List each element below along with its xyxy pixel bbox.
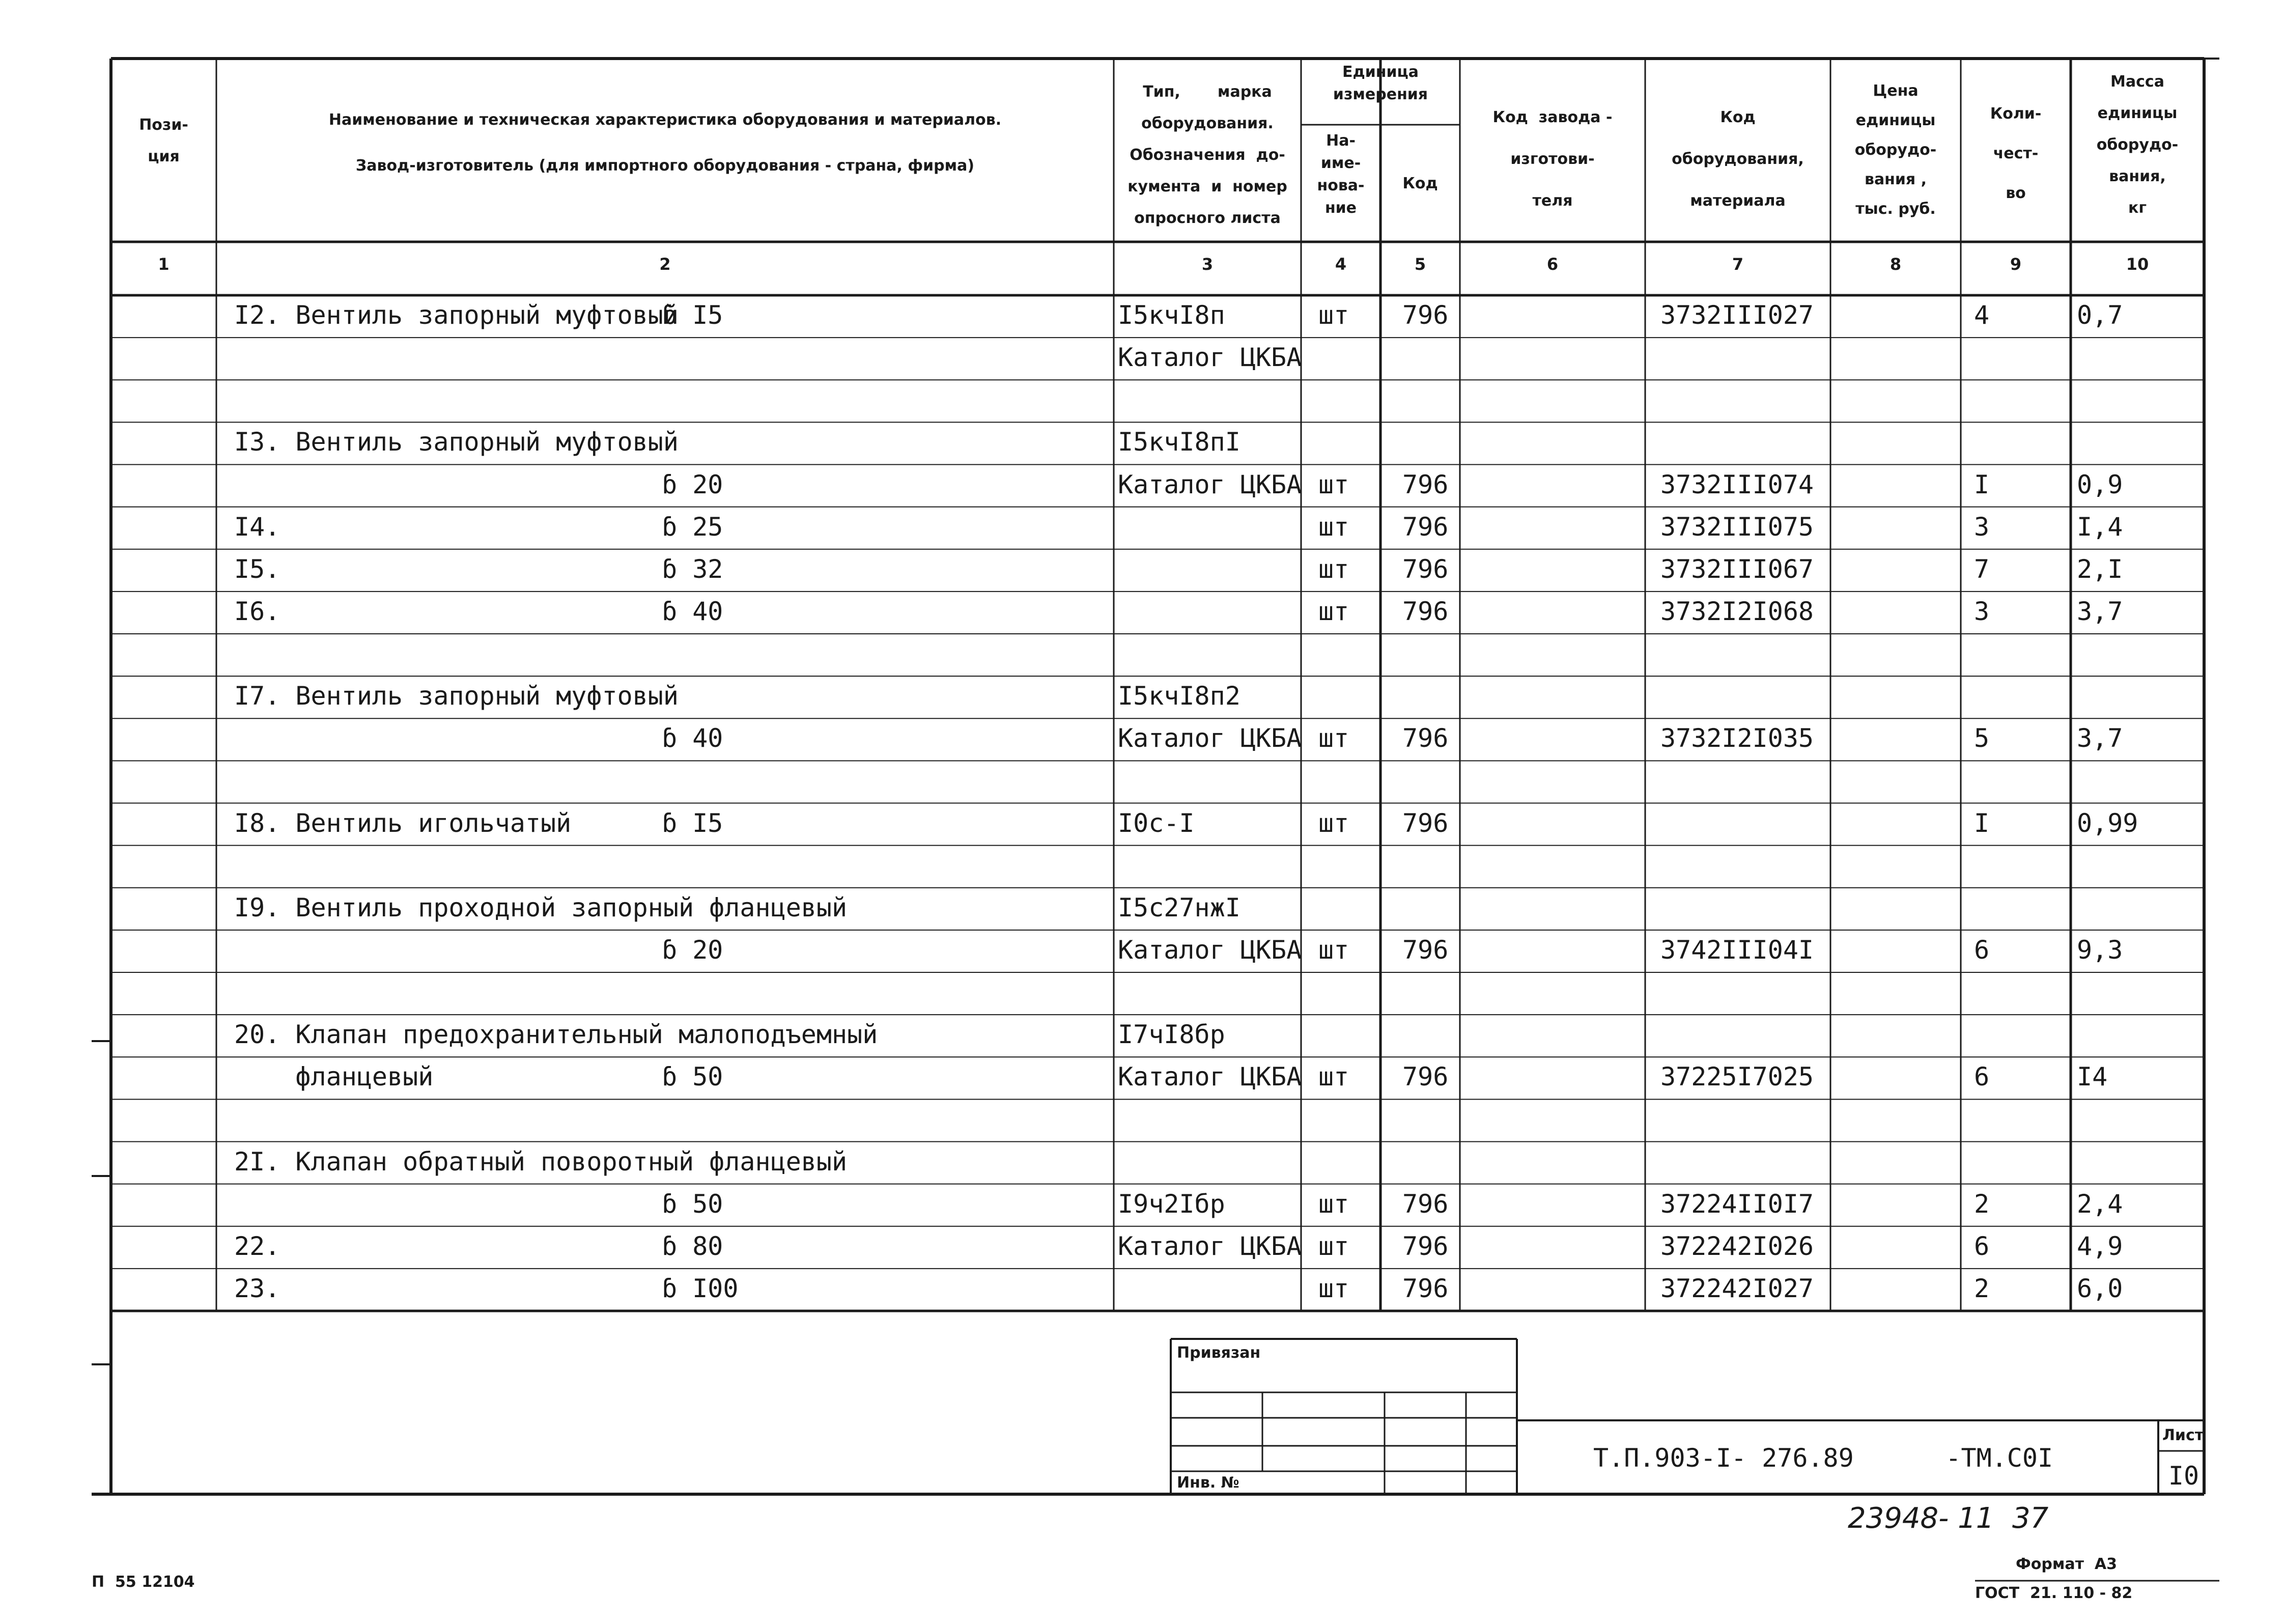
header-unit: Единица измерения [1333, 63, 1428, 103]
row-12-mass: 0,99 [2077, 808, 2138, 838]
row-15-diameter: ɓ 20 [662, 935, 723, 965]
row-15-qty: 6 [1974, 935, 1990, 965]
row-10-diameter: ɓ 40 [662, 723, 723, 753]
colnum-7: 7 [1732, 255, 1744, 274]
row-20-name: 2I. Клапан обратный поворотный фланцевый [234, 1146, 848, 1177]
row-4-equipment-code: 3732III074 [1660, 469, 1814, 499]
row-0-mass: 0,7 [2077, 300, 2123, 330]
row-0-qty: 4 [1974, 300, 1990, 330]
header-equipment-code: Код оборудования, материала [1672, 108, 1804, 210]
row-12-name: I8. Вентиль игольчатый [234, 808, 572, 838]
row-18-qty: 6 [1974, 1062, 1990, 1092]
row-21-mass: 2,4 [2077, 1189, 2123, 1219]
row-18-equipment-code: 37225I7025 [1660, 1062, 1814, 1092]
row-6-unit-code: 796 [1402, 554, 1449, 584]
row-12-unit: шт [1318, 808, 1349, 838]
row-17-type: I7чI8бр [1118, 1020, 1225, 1050]
row-21-unit: шт [1318, 1189, 1349, 1219]
header-factory-code: Код завода - изготови- теля [1492, 108, 1613, 210]
row-18-mass: I4 [2077, 1062, 2108, 1092]
row-18-diameter: ɓ 50 [662, 1062, 723, 1092]
colnum-3: 3 [1201, 255, 1214, 274]
row-15-mass: 9,3 [2077, 935, 2123, 965]
row-7-mass: 3,7 [2077, 596, 2123, 626]
row-22-unit-code: 796 [1402, 1231, 1449, 1261]
row-17-name: 20. Клапан предохранительный малоподъемный [234, 1020, 878, 1050]
row-21-diameter: ɓ 50 [662, 1189, 723, 1219]
row-22-type: Каталог ЦКБА [1118, 1231, 1302, 1261]
row-12-diameter: ɓ I5 [662, 808, 723, 838]
row-6-diameter: ɓ 32 [662, 554, 723, 584]
row-7-equipment-code: 3732I2I068 [1660, 596, 1814, 626]
row-10-mass: 3,7 [2077, 723, 2123, 753]
sheet-label: Лист [2162, 1426, 2204, 1444]
row-0-unit-code: 796 [1402, 300, 1449, 330]
row-14-name: I9. Вентиль проходной запорный фланцевый [234, 892, 848, 922]
row-3-type: I5кчI8пI [1118, 427, 1240, 457]
row-6-qty: 7 [1974, 554, 1990, 584]
row-15-unit-code: 796 [1402, 935, 1449, 965]
colnum-10: 10 [2126, 255, 2149, 274]
row-21-unit-code: 796 [1402, 1189, 1449, 1219]
row-4-unit-code: 796 [1402, 469, 1449, 499]
row-6-equipment-code: 3732III067 [1660, 554, 1814, 584]
row-10-equipment-code: 3732I2I035 [1660, 723, 1814, 753]
row-22-name: 22. [234, 1231, 280, 1261]
handwritten-number: 23948- 11 37 [1848, 1502, 2049, 1535]
row-10-unit-code: 796 [1402, 723, 1449, 753]
row-23-mass: 6,0 [2077, 1273, 2123, 1303]
stamp-inventory: Инв. № [1177, 1474, 1239, 1492]
colnum-5: 5 [1414, 255, 1426, 274]
row-5-qty: 3 [1974, 512, 1990, 542]
row-12-unit-code: 796 [1402, 808, 1449, 838]
header-unit-name: На- име- нова- ние [1317, 132, 1365, 217]
row-4-type: Каталог ЦКБА [1118, 469, 1302, 499]
colnum-2: 2 [659, 255, 671, 274]
row-0-equipment-code: 3732III027 [1660, 300, 1814, 330]
row-5-diameter: ɓ 25 [662, 512, 723, 542]
row-18-name: фланцевый [234, 1062, 434, 1092]
row-22-mass: 4,9 [2077, 1231, 2123, 1261]
row-21-equipment-code: 37224II0I7 [1660, 1189, 1814, 1219]
row-10-unit: шт [1318, 723, 1349, 753]
row-7-unit: шт [1318, 596, 1349, 626]
row-15-equipment-code: 3742III04I [1660, 935, 1814, 965]
row-10-type: Каталог ЦКБА [1118, 723, 1302, 753]
row-22-diameter: ɓ 80 [662, 1231, 723, 1261]
row-23-qty: 2 [1974, 1273, 1990, 1303]
row-7-qty: 3 [1974, 596, 1990, 626]
row-5-name: I4. [234, 512, 280, 542]
footer-format: Формат А3 [2016, 1555, 2117, 1573]
header-type: Тип, марка оборудования. Обозначения до- кумента и номер опросного листа [1127, 83, 1287, 227]
row-15-unit: шт [1318, 935, 1349, 965]
row-6-unit: шт [1318, 554, 1349, 584]
row-9-type: I5кчI8п2 [1118, 681, 1240, 711]
row-9-name: I7. Вентиль запорный муфтовый [234, 681, 679, 711]
row-22-qty: 6 [1974, 1231, 1990, 1261]
row-6-mass: 2,I [2077, 554, 2123, 584]
row-5-unit-code: 796 [1402, 512, 1449, 542]
colnum-4: 4 [1335, 255, 1347, 274]
colnum-8: 8 [1890, 255, 1902, 274]
row-3-name: I3. Вентиль запорный муфтовый [234, 427, 679, 457]
row-15-type: Каталог ЦКБА [1118, 935, 1302, 965]
doc-designation: Т.П.903-I- 276.89 -ТМ.С0I [1593, 1443, 2053, 1473]
row-7-unit-code: 796 [1402, 596, 1449, 626]
row-4-qty: I [1974, 469, 1990, 499]
row-21-type: I9ч2Iбр [1118, 1189, 1225, 1219]
header-unit-code: Код [1402, 175, 1438, 192]
row-7-name: I6. [234, 596, 280, 626]
row-18-unit-code: 796 [1402, 1062, 1449, 1092]
row-0-diameter: ɓ I5 [662, 300, 723, 330]
row-0-unit: шт [1318, 300, 1349, 330]
row-6-name: I5. [234, 554, 280, 584]
row-18-type: Каталог ЦКБА [1118, 1062, 1302, 1092]
row-23-unit: шт [1318, 1273, 1349, 1303]
sheet-number: I0 [2168, 1461, 2200, 1491]
row-7-diameter: ɓ 40 [662, 596, 723, 626]
row-0-type: I5кчI8п [1118, 300, 1225, 330]
header-position: Пози- ция [139, 116, 188, 165]
row-4-unit: шт [1318, 469, 1349, 499]
row-1-type: Каталог ЦКБА [1118, 343, 1302, 373]
colnum-1: 1 [158, 255, 170, 274]
stamp-privyazan: Привязан [1177, 1344, 1261, 1362]
row-22-unit: шт [1318, 1231, 1349, 1261]
row-12-type: I0с-I [1118, 808, 1195, 838]
row-0-name: I2. Вентиль запорный муфтовый [234, 300, 679, 330]
colnum-9: 9 [2010, 255, 2022, 274]
row-18-unit: шт [1318, 1062, 1349, 1092]
row-12-qty: I [1974, 808, 1990, 838]
row-21-qty: 2 [1974, 1189, 1990, 1219]
row-22-equipment-code: 372242I026 [1660, 1231, 1814, 1261]
row-5-unit: шт [1318, 512, 1349, 542]
row-23-name: 23. [234, 1273, 280, 1303]
row-4-diameter: ɓ 20 [662, 469, 723, 499]
row-4-mass: 0,9 [2077, 469, 2123, 499]
header-manufacturer: Завод-изготовитель (для импортного оборудования - страна, фирма) [355, 157, 975, 175]
row-5-equipment-code: 3732III075 [1660, 512, 1814, 542]
header-name: Наименование и техническая характеристика оборудования и материалов. [328, 111, 1002, 129]
header-price: Цена единицы оборудо- вания , тыс. руб. [1854, 82, 1937, 218]
row-10-qty: 5 [1974, 723, 1990, 753]
row-23-diameter: ɓ I00 [662, 1273, 739, 1303]
footer-left-code: П 55 12104 [92, 1573, 195, 1591]
row-23-equipment-code: 372242I027 [1660, 1273, 1814, 1303]
footer-gost: ГОСТ 21. 110 - 82 [1975, 1584, 2133, 1602]
colnum-6: 6 [1546, 255, 1559, 274]
header-mass: Масса единицы оборудо- вания, кг [2096, 73, 2179, 217]
row-14-type: I5с27нжI [1118, 892, 1240, 922]
row-5-mass: I,4 [2077, 512, 2123, 542]
header-qty: Коли- чест- во [1990, 105, 2042, 202]
row-23-unit-code: 796 [1402, 1273, 1449, 1303]
